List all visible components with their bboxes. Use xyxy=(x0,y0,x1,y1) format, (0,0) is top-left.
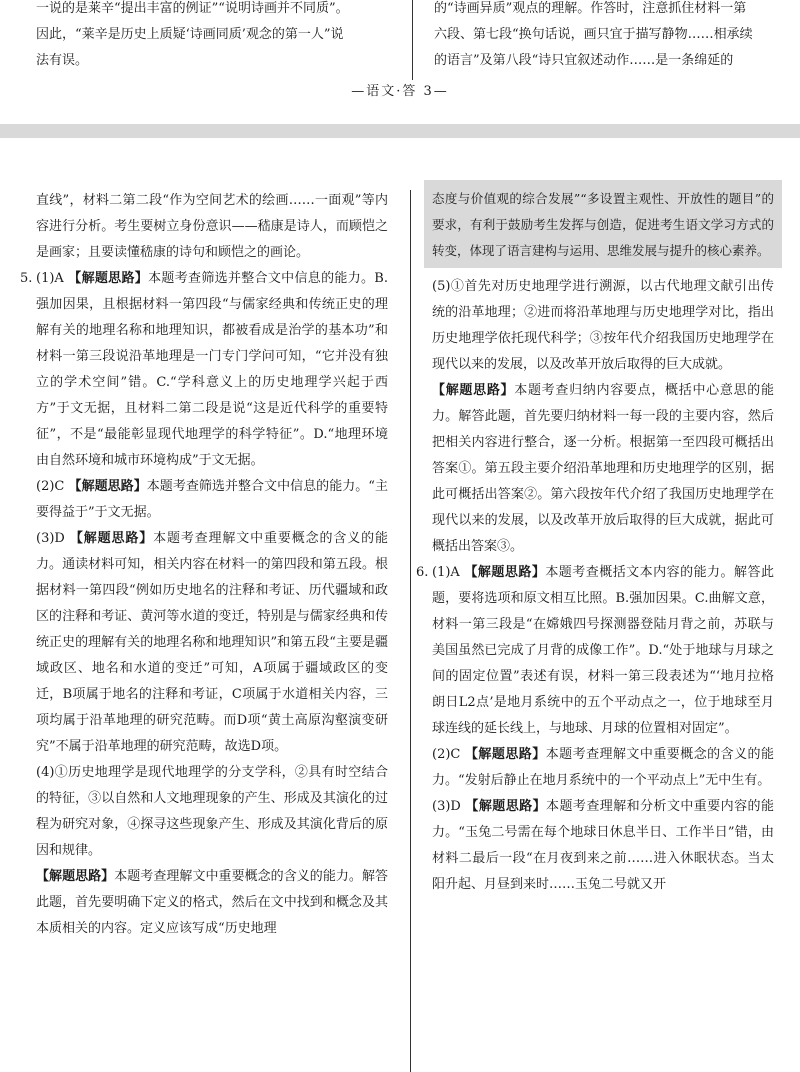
answer-key: (2)C xyxy=(432,747,461,762)
answer-5-1 xyxy=(36,266,388,474)
explanation-text: 本题考查理解文中重要概念的含义的能力。解答此题，首先要明确下定义的格式，然后在文中找到和概念及其本质相关的内容。定义应该写成“历史地理 xyxy=(36,869,388,936)
explanation-text: 本题考查归纳内容要点，概括中心意思的能力。解答此题，首先要归纳材料一每一段的主要内容，然后把相关内容进行整合，逐一分析。根据第一至四段可概括出答案①。第五段主要介绍沿革地理和历史地理学的区别，据此可概括出答案②。第六段按年代介绍了我国历史地理学在现代以来的发展，以及改革开放后取得的巨大成就，据此可概括出答案③。 xyxy=(432,383,774,554)
top-left-column xyxy=(36,0,392,74)
text-line: 的语言”及第八段“诗只宜叙述动作……是一条绵延的 xyxy=(434,53,734,68)
answer-key: (2)C xyxy=(36,479,65,494)
explanation-text: 本题考查概括文本内容的能力。解答此题，要将选项和原文相互比照。B.强加因果。C.曲解文意，材料一第三段是“在嫦娥四号探测器登陆月背之前，苏联与美国虽然已完成了月背的成像工作”。D.“处于地球与月球之间的固定位置”表述有误，材料一第三段表述为“‘地月拉格朗日L2点’是地月系统中的五个平动点之一，位于地球至月球连线的延长线上，与地球、月球的位置相对固定”。 xyxy=(432,565,774,736)
text-line: 法有误。 xyxy=(36,53,89,68)
explanation-tag: 【解题思路】 xyxy=(432,383,515,398)
explanation-tag: 【解题思路】 xyxy=(465,799,547,814)
answer-5-4: (4)①历史地理学是现代地理学的分支学科，②具有时空结合的特征，③以自然和人文地理现象的产生、形成及其演化的过程为研究对象，④探寻这些现象产生、形成及其演化背后的原因和规律。 xyxy=(36,765,388,858)
answer-6-3 xyxy=(432,794,774,898)
left-column xyxy=(20,188,388,942)
answer-key: (3)D xyxy=(36,531,65,546)
intro-paragraph: 直线”，材料二第二段“作为空间艺术的绘画……一面观”等内容进行分析。考生要树立身份意识——嵇康是诗人，而顾恺之是画家；且要读懂嵇康的诗句和顾恺之的画论。 xyxy=(36,193,388,260)
answer-key: (3)D xyxy=(432,799,461,814)
text-line: 一说的是莱辛“提出丰富的例证”“说明诗画并不同质”。 xyxy=(36,1,349,16)
explanation-text: 本题考查筛选并整合文中信息的能力。“主要得益于”于文无据。 xyxy=(36,479,388,520)
explanation-tag: 【解题思路】 xyxy=(36,869,115,884)
shaded-text: 态度与价值观的综合发展”“多设置主观性、开放性的题目”的要求，有利于鼓励考生发挥与创造，促进考生语文学习方式的转变，体现了语言建构与运用、思维发展与提升的核心素养。 xyxy=(432,191,774,258)
answer-5-2 xyxy=(36,474,388,526)
explanation-tag: 【解题思路】 xyxy=(464,747,546,762)
top-right-column xyxy=(434,0,774,74)
explanation-tag: 【解题思路】 xyxy=(68,479,147,494)
right-column xyxy=(416,188,774,898)
explanation-text: 本题考查理解文中重要概念的含义的能力。“发射后静止在地月系统中的一个平动点上”无中生有。 xyxy=(432,747,774,788)
answer-6-2 xyxy=(432,742,774,794)
answer-6-1 xyxy=(432,560,774,742)
answer-5-5: (5)①首先对历史地理学进行溯源，以古代地理文献引出传统的沿革地理；②进而将沿革地理与历史地理学对比，指出历史地理学依托现代科学；③按年代介绍我国历史地理学在现代以来的发展，以及改革开放后取得的巨大成就。 xyxy=(432,279,774,372)
page-separator xyxy=(0,124,800,138)
explanation-5-4 xyxy=(36,864,388,942)
explanation-tag: 【解题思路】 xyxy=(69,531,154,546)
question-5 xyxy=(20,266,388,474)
question-number: 5. xyxy=(20,271,33,286)
explanation-5-5 xyxy=(432,378,774,560)
shaded-note xyxy=(424,180,782,268)
answer-key: (1)A xyxy=(432,565,460,580)
answer-5-3 xyxy=(36,526,388,760)
explanation-text: 本题考查筛选并整合文中信息的能力。B.强加因果，且根据材料一第四段“与儒家经典和传统正史的理解有关的地理名称和地理知识，都被看成是治学的基本功”和材料一第三段说沿革地理是一门专门学问可知，“它并没有独立的学术空间”错。C.“学科意义上的历史地理学兴起于西方”于文无据，且材料二第二段是说“这是近代科学的重要特征”，不是“最能彰显现代地理学的科学特征”。D.“地理环境由自然环境和城市环境构成”于文无据。 xyxy=(36,271,388,468)
question-6 xyxy=(416,560,774,742)
page-number: —语文·答 3— xyxy=(351,84,449,99)
text-line: 因此，“莱辛是历史上质疑‘诗画同质’观念的第一人”说 xyxy=(36,27,344,42)
column-divider xyxy=(410,190,411,1072)
explanation-tag: 【解题思路】 xyxy=(68,271,149,286)
explanation-text: 本题考查理解和分析文中重要内容的能力。“玉兔二号需在每个地球日休息半日、工作半日”错，由材料二最后一段“在月夜到来之前……进入休眠状态。当太阳升起、月昼到来时……玉兔二号就又开 xyxy=(432,799,774,892)
column-divider xyxy=(412,0,413,80)
text-line: 六段、第七段“换句话说，画只宜于描写静物……相承续 xyxy=(434,27,753,42)
answer-key: (1)A xyxy=(36,271,64,286)
explanation-text: 本题考查理解文中重要概念的含义的能力。通读材料可知，相关内容在材料一的第四段和第五段。根据材料一第四段“例如历史地名的注释和考证、历代疆域和政区的注释和考证、黄河等水道的变迁，特别是与儒家经典和传统正史的理解有关的地理名称和地理知识”和第五段“主要是疆域政区、地名和水道的变迁”可知，A项属于疆域政区的变迁，B项属于地名的注释和考证，C项属于水道相关内容，三项均属于沿革地理的研究范畴。而D项“黄土高原沟壑演变研究”不属于沿革地理的研究范畴，故选D项。 xyxy=(36,531,388,754)
question-number: 6. xyxy=(416,565,429,580)
text-line: 的“诗画异质”观点的理解。作答时，注意抓住材料一第 xyxy=(434,1,747,16)
explanation-tag: 【解题思路】 xyxy=(464,565,546,580)
previous-page-bottom xyxy=(0,0,800,118)
